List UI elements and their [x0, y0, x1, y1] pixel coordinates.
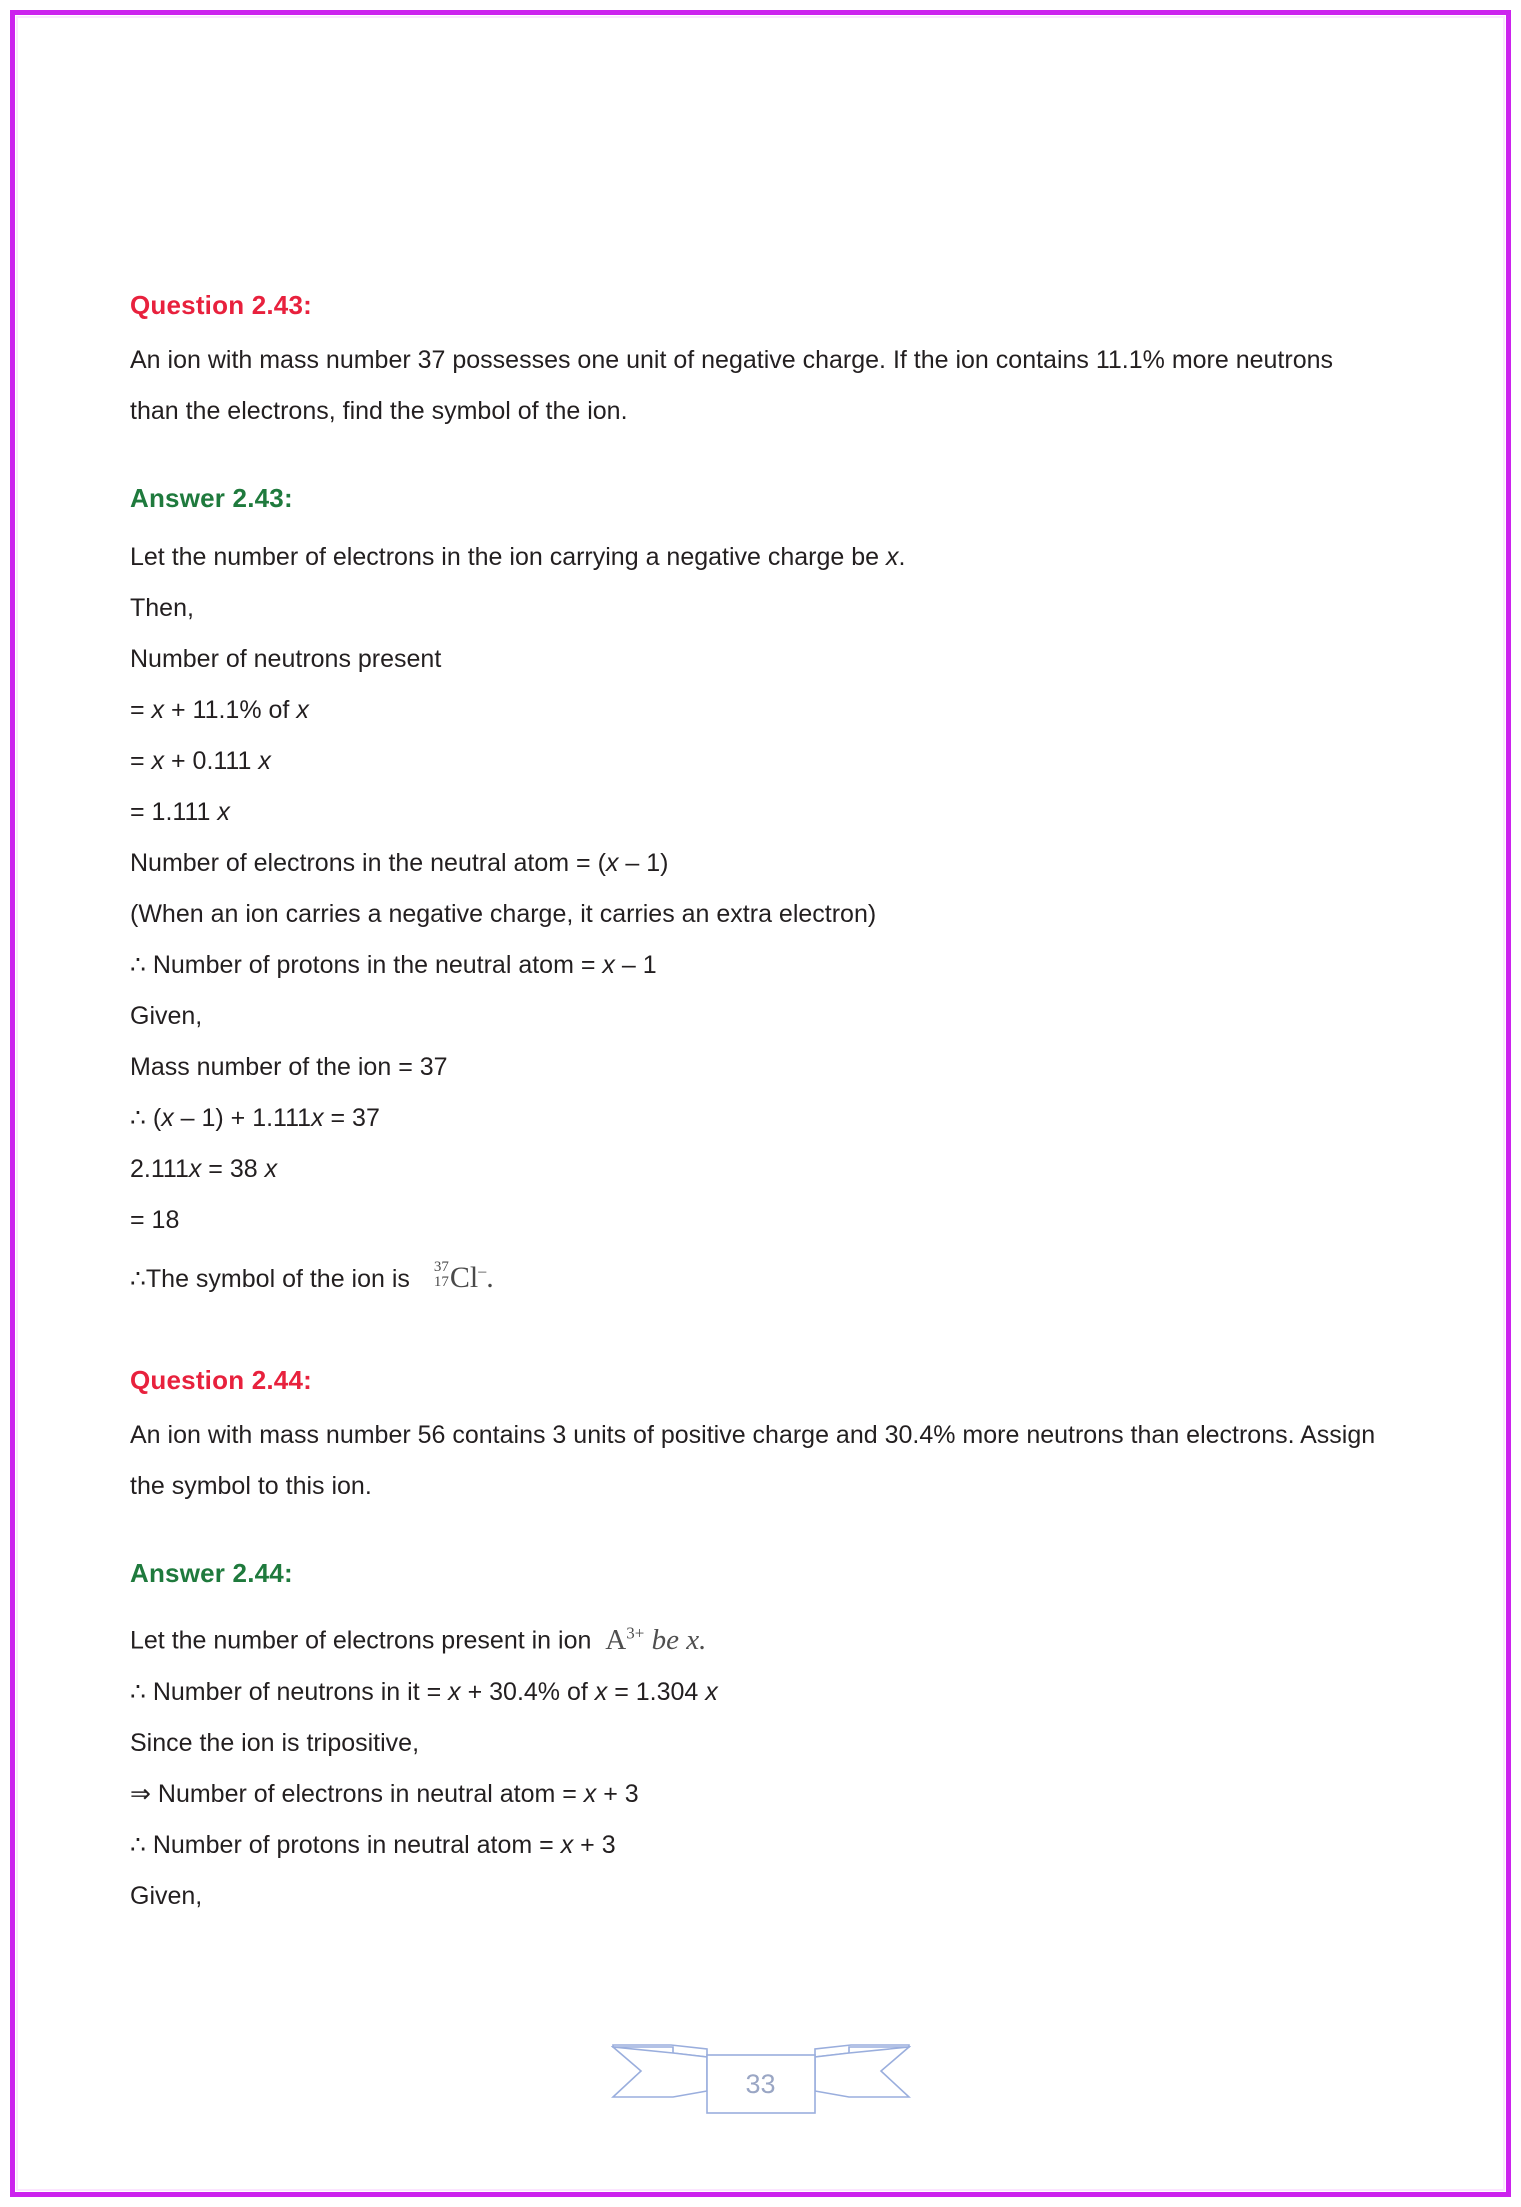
chlorine-isotope-symbol [434, 1246, 494, 1303]
answer-line: ∴ Number of protons in neutral atom = x + 3 [130, 1830, 616, 1859]
answer-line: Let the number of electrons in the ion carrying a negative charge be x. [130, 543, 906, 571]
answer-line: Then, [130, 594, 194, 622]
answer-line: ⇒ Number of electrons in neutral atom = x + 3 [130, 1779, 639, 1808]
page-number-ribbon [611, 2025, 911, 2121]
page-content [130, 290, 1385, 1922]
answer-line: Number of neutrons present [130, 645, 442, 673]
answer-line: = x + 11.1% of x [130, 696, 309, 724]
atomic-number: 17 [433, 1274, 449, 1290]
question-2-43-block [130, 290, 1385, 437]
answer-line: = x + 0.111 x [130, 747, 271, 775]
page-footer [0, 2025, 1521, 2121]
answer-2-44-block [130, 1558, 1385, 1922]
answer-line: = 1.111 x [130, 798, 230, 826]
answer-intro-line [130, 1607, 1385, 1667]
element-symbol: A [605, 1623, 627, 1656]
charge-sign: 3+ [626, 1623, 645, 1642]
spacer [130, 1512, 1385, 1558]
answer-2-43-block [130, 483, 1385, 1305]
charge-sign: – [478, 1263, 487, 1280]
mass-number: 37 [433, 1258, 449, 1275]
answer-line: (When an ion carries a negative charge, it carries an extra electron) [130, 900, 877, 928]
answer-line: Since the ion is tripositive, [130, 1728, 420, 1757]
symbol-trailing-period: . [486, 1261, 494, 1294]
element-symbol: Cl [449, 1261, 479, 1294]
answer-line: Given, [130, 1881, 203, 1910]
question-2-44-heading: Question 2.44: [130, 1365, 312, 1395]
spacer [130, 1305, 1385, 1365]
answer-line: 2.111x = 38 x [130, 1155, 278, 1183]
question-2-44-block [130, 1365, 1385, 1512]
isotope-indices [434, 1260, 449, 1291]
symbol-tail: be x. [651, 1623, 707, 1656]
question-2-44-body: An ion with mass number 56 contains 3 units of positive charge and 30.4% more neutrons than electrons. Assign the symbol to this ion. [130, 1421, 1376, 1500]
answer-2-44-heading: Answer 2.44: [130, 1558, 293, 1588]
answer-line: ∴ Number of neutrons in it = x + 30.4% of x = 1.304 x [130, 1677, 718, 1706]
answer-2-43-heading: Answer 2.43: [130, 483, 293, 513]
generic-ion-symbol [605, 1624, 706, 1656]
answer-line: Number of electrons in the neutral atom = (x – 1) [130, 849, 669, 877]
page-number: 33 [745, 2069, 776, 2099]
answer-line: = 18 [130, 1206, 180, 1234]
answer-line: ∴ (x – 1) + 1.111x = 37 [130, 1104, 380, 1132]
answer-line: ∴ Number of protons in the neutral atom = x – 1 [130, 951, 657, 979]
answer-line: Given, [130, 1002, 203, 1030]
ion-symbol-line [130, 1246, 1385, 1305]
ion-symbol-lead: ∴The symbol of the ion is [130, 1265, 410, 1293]
spacer [130, 437, 1385, 483]
question-2-43-body: An ion with mass number 37 possesses one unit of negative charge. If the ion contains 11.1% more neutrons than the electrons, find the symbol of the ion. [130, 346, 1334, 425]
question-2-43-heading: Question 2.43: [130, 290, 312, 320]
answer-line: Mass number of the ion = 37 [130, 1053, 448, 1081]
answer-intro-lead: Let the number of electrons present in ion [130, 1626, 592, 1655]
